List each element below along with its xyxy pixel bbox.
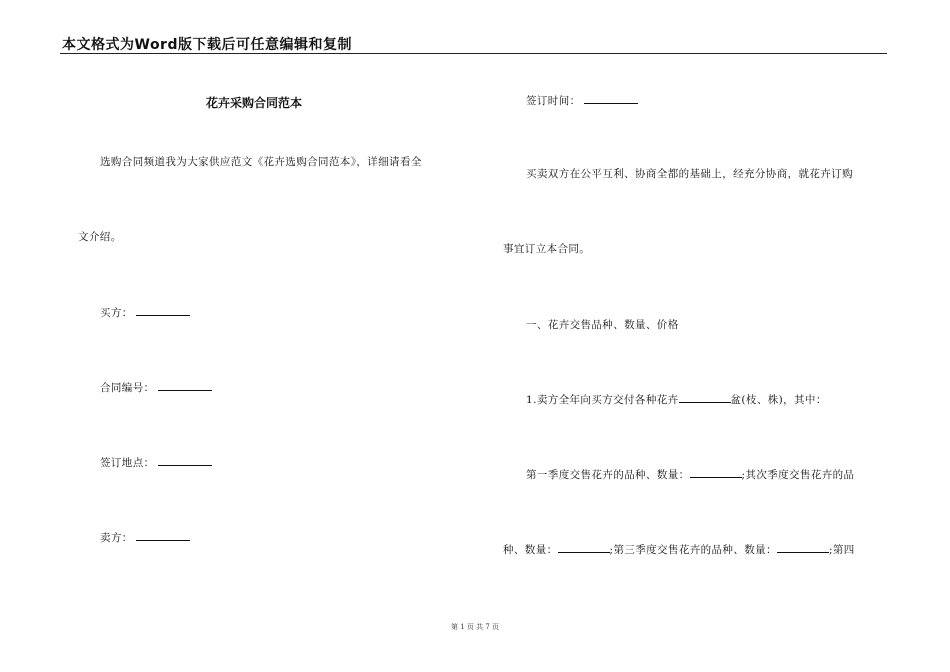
sign-time-blank [584,93,638,104]
contract-number-field [100,380,212,395]
intro-line-2: 文介绍。 [78,231,122,243]
header-divider [60,53,887,54]
contract-number-label: 合同编号： [100,382,155,394]
item-1-blank [679,392,731,403]
item-1-prefix: 1.卖方全年向买方交付各种花卉 [526,394,679,406]
buyer-blank [136,305,190,316]
sign-time-field [526,93,638,108]
quarter-2-blank [558,542,610,553]
section-1-heading: 一、花卉交售品种、数量、价格 [526,319,679,331]
document-header-title: 本文格式为Word版下载后可任意编辑和复制 [62,37,352,53]
quarter-2-prefix: 种、数量： [503,544,558,556]
seller-field [100,530,190,545]
sign-place-field [100,455,212,470]
seller-label: 卖方： [100,532,133,544]
intro-line-1: 选购合同频道我为大家供应范文《花卉选购合同范本》，详细请看全 [100,156,422,168]
seller-blank [136,530,190,541]
quarter-1-blank [690,467,742,478]
quarter-1-line [526,467,854,482]
quarter-2-3-line [503,542,855,557]
buyer-field [100,305,190,320]
buyer-label: 买方： [100,307,133,319]
page-indicator: 第 1 页 共 7 页 [450,623,500,631]
quarter-4-prefix: ;第四 [828,544,855,556]
agreement-line-2: 事宜订立本合同。 [503,243,591,255]
quarter-3-blank [777,542,829,553]
agreement-line-1: 买卖双方在公平互利、协商全都的基础上，经充分协商，就花卉订购 [526,168,853,180]
contract-title: 花卉采购合同范本 [206,96,303,110]
item-1-line [526,392,827,407]
sign-time-label: 签订时间： [526,95,581,107]
item-1-suffix: 盆(枝、株)，其中： [730,394,827,406]
contract-number-blank [158,380,212,391]
quarter-1-prefix: 第一季度交售花卉的品种、数量： [526,469,690,481]
sign-place-blank [158,455,212,466]
sign-place-label: 签订地点： [100,457,155,469]
quarter-1-suffix: ;其次季度交售花卉的品 [741,469,855,481]
quarter-3-text: ;第三季度交售花卉的品种、数量： [609,544,777,556]
